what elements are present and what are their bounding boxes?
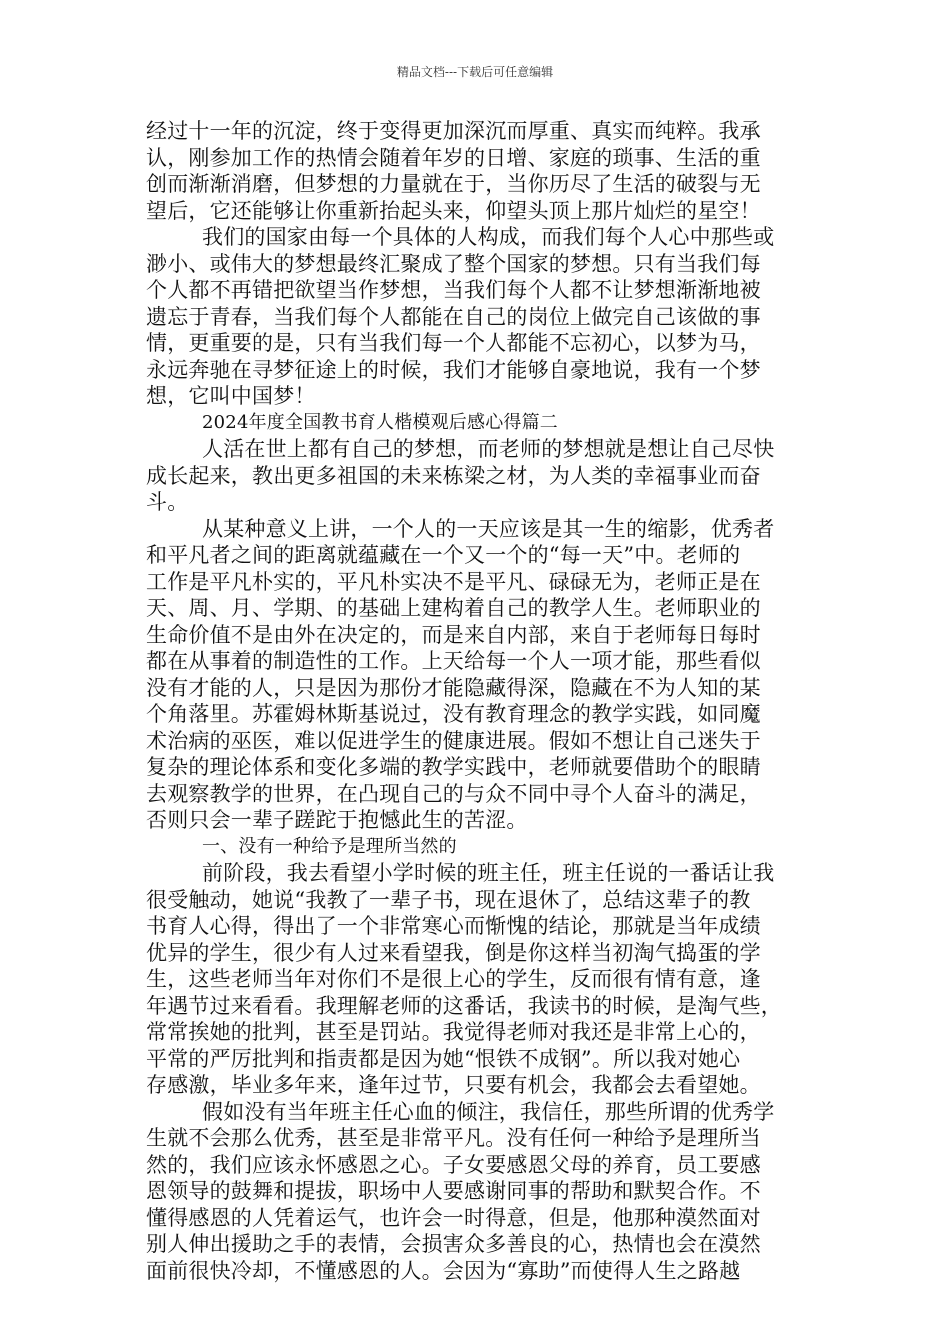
- text-line: 想，它叫中国梦！: [146, 384, 316, 408]
- text-line: 别人伸出援助之手的表情，会损害众多善良的心，热情也会在漠然: [146, 1232, 761, 1256]
- text-line: 创而渐渐消磨，但梦想的力量就在于，当你历尽了生活的破裂与无: [146, 172, 761, 196]
- section-heading: 一、没有一种给予是理所当然的: [202, 835, 457, 857]
- text-line: 优异的学生，很少有人过来看望我，倒是你这样当初淘气捣蛋的学: [146, 940, 761, 965]
- text-line: 天、周、月、学期、的基础上建构着自己的教学人生。老师职业的: [146, 596, 761, 620]
- document-body: [146, 118, 812, 1284]
- text-line: 生就不会那么优秀，甚至是非常平凡。没有任何一种给予是理所当: [146, 1126, 761, 1150]
- page-header: 精品文档---下载后可任意编辑: [396, 65, 554, 79]
- text-line: 经过十一年的沉淀，终于变得更加深沉而厚重、真实而纯粹。我承: [146, 119, 761, 143]
- text-line: 情，更重要的是，只有当我们每一个人都能不忘初心，以梦为马，: [146, 331, 761, 355]
- text-line: 书育人心得，得出了一个非常寒心而惭愧的结论，那就是当年成绩: [146, 914, 761, 938]
- text-line: 假如没有当年班主任心血的倾注，我信任，那些所谓的优秀学: [202, 1099, 775, 1124]
- text-line: 从某种意义上讲，一个人的一天应该是其一生的缩影，优秀者: [202, 516, 775, 541]
- text-line: 年遇节过来看看。我理解老师的这番话，我读书的时候，是淘气些，: [146, 993, 782, 1018]
- text-line: 渺小、或伟大的梦想最终汇聚成了整个国家的梦想。只有当我们每: [146, 251, 761, 276]
- text-line: 很受触动，她说“我教了一辈子书，现在退休了，总结这辈子的教: [146, 887, 751, 912]
- text-line: 去观察教学的世界，在凸现自己的与众不同中寻个人奋斗的满足，: [146, 781, 761, 806]
- text-line: 恩领导的鼓舞和提拔，职场中人要感谢同事的帮助和默契合作。不: [146, 1179, 761, 1203]
- text-line: 工作是平凡朴实的，平凡朴实决不是平凡、碌碌无为，老师正是在: [146, 569, 761, 594]
- text-line: 没有才能的人，只是因为那份才能隐藏得深，隐藏在不为人知的某: [146, 675, 761, 700]
- text-line: 望后，它还能够让你重新抬起头来，仰望头顶上那片灿烂的星空！: [146, 198, 761, 223]
- text-line: 认，刚参加工作的热情会随着年岁的日增、家庭的琐事、生活的重: [146, 145, 761, 170]
- text-line: 遗忘于青春，当我们每个人都能在自己的岗位上做完自己该做的事: [146, 304, 761, 329]
- text-line: 斗。: [146, 490, 189, 514]
- text-line: 然的，我们应该永怀感恩之心。子女要感恩父母的养育，员工要感: [146, 1152, 761, 1177]
- text-line: 否则只会一辈子蹉跎于抱憾此生的苦涩。: [146, 808, 528, 832]
- text-line: 存感激，毕业多年来，逢年过节，只要有机会，我都会去看望她。: [146, 1073, 761, 1097]
- text-line: 常常挨她的批判，甚至是罚站。我觉得老师对我还是非常上心的，: [146, 1020, 761, 1044]
- text-line: 术治病的巫医，难以促进学生的健康进展。假如不想让自己迷失于: [146, 728, 761, 753]
- text-line: 个角落里。苏霍姆林斯基说过，没有教育理念的教学实践，如同魔: [146, 702, 761, 726]
- text-line: 生命价值不是由外在决定的，而是来自内部，来自于老师每日每时: [146, 622, 761, 647]
- text-line: 成长起来，教出更多祖国的未来栋梁之材，为人类的幸福事业而奋: [146, 463, 761, 488]
- text-line: 面前很快冷却，不懂感恩的人。会因为“寡助”而使得人生之路越: [146, 1258, 741, 1283]
- text-line: 前阶段，我去看望小学时候的班主任，班主任说的一番话让我: [202, 861, 775, 885]
- text-line: 复杂的理论体系和变化多端的教学实践中，老师就要借助个的眼睛: [146, 755, 761, 779]
- section-heading: 2024年度全国教书育人楷模观后感心得篇二: [202, 411, 559, 433]
- text-line: 永远奔驰在寻梦征途上的时候，我们才能够自豪地说，我有一个梦: [146, 357, 761, 382]
- text-line: 和平凡者之间的距离就蕴藏在一个又一个的“每一天”中。老师的: [146, 543, 741, 567]
- text-line: 个人都不再错把欲望当作梦想，当我们每个人都不让梦想渐渐地被: [146, 278, 761, 302]
- text-line: 我们的国家由每一个具体的人构成，而我们每个人心中那些或: [202, 225, 775, 249]
- text-line: 人活在世上都有自己的梦想，而老师的梦想就是想让自己尽快: [202, 437, 775, 461]
- text-line: 平常的严厉批判和指责都是因为她“恨铁不成钢”。所以我对她心: [146, 1046, 741, 1071]
- text-line: 都在从事着的制造性的工作。上天给每一个人一项才能，那些看似: [146, 649, 761, 673]
- text-line: 懂得感恩的人凭着运气，也许会一时得意，但是，他那种漠然面对: [146, 1205, 761, 1230]
- text-line: 生，这些老师当年对你们不是很上心的学生，反而很有情有意，逢: [146, 967, 761, 991]
